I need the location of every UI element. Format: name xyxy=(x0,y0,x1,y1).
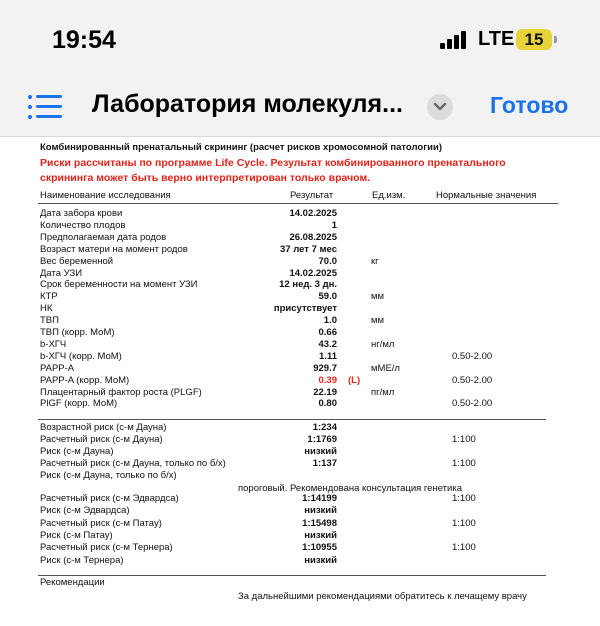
row-result: 0.80 xyxy=(318,398,337,410)
row-name: PlGF (корр. МоМ) xyxy=(40,398,118,410)
row-result: 43.2 xyxy=(318,338,337,350)
risk-result: низкий xyxy=(304,446,337,457)
row-result: 1.0 xyxy=(323,315,337,327)
row-norm: 0.50-2.00 xyxy=(452,398,493,410)
row-name: ТВП (корр. МоМ) xyxy=(40,327,115,338)
risk-divider xyxy=(38,419,546,420)
battery-tip xyxy=(554,36,557,43)
threshold-note: пороговый. Рекомендована консультация генетика xyxy=(238,483,462,494)
row-name: Дата забора крови xyxy=(40,208,123,219)
row-result: 14.02.2025 xyxy=(289,267,337,279)
header-divider xyxy=(38,203,558,204)
row-name: Количество плодов xyxy=(40,219,126,231)
risk-name: Расчетный риск (с-м Патау) xyxy=(40,517,162,529)
risk-norm: 1:100 xyxy=(452,434,476,445)
recommend-text: За дальнейшими рекомендациями обратитесь к лечащему врачу xyxy=(238,591,527,602)
header-result: Результат xyxy=(290,190,334,201)
row-result: 26.08.2025 xyxy=(289,231,337,243)
warning-line-2: скрининга может быть верно интерпретирован только врачом. xyxy=(40,172,371,184)
battery-icon: 15 xyxy=(516,29,552,50)
risk-name: Возрастной риск (с-м Дауна) xyxy=(40,422,167,433)
risk-norm: 1:100 xyxy=(452,458,476,469)
row-result: 12 нед. 3 дн. xyxy=(279,279,337,291)
row-name: PAPP-A xyxy=(40,362,75,374)
row-result: 0.39 xyxy=(318,374,337,386)
row-norm: 0.50-2.00 xyxy=(452,374,493,386)
clock: 19:54 xyxy=(52,26,116,54)
row-name: Возраст матери на момент родов xyxy=(40,243,188,255)
warning-line-1: Риски рассчитаны по программе Life Cycle. Результат комбинированного пренатального xyxy=(40,157,506,169)
risk-name: Расчетный риск (с-м Дауна, только по б/х) xyxy=(40,458,226,469)
risk-result: 1:14199 xyxy=(302,493,337,504)
row-name: Предполагаемая дата родов xyxy=(40,231,167,243)
risk-result: низкий xyxy=(304,505,337,517)
cellular-signal-icon xyxy=(440,31,468,49)
risk-result: 1:15498 xyxy=(302,517,337,529)
risk-norm: 1:100 xyxy=(452,493,476,504)
row-result: присутствует xyxy=(273,303,337,315)
risk-result: 1:137 xyxy=(312,458,337,469)
risk-result: 1:1769 xyxy=(307,434,337,445)
document-title: Лаборатория молекуля... xyxy=(92,90,403,118)
row-unit: мм xyxy=(371,315,385,327)
risk-result: низкий xyxy=(304,529,337,541)
row-result: 59.0 xyxy=(318,291,337,303)
header-name: Наименование исследования xyxy=(40,190,171,201)
row-result: 1 xyxy=(331,219,337,231)
row-name: Срок беременности на момент УЗИ xyxy=(40,279,198,291)
row-unit: мм xyxy=(371,291,385,303)
row-flag: (L) xyxy=(348,374,361,386)
risk-name: Риск (с-м Эдвардса) xyxy=(40,505,130,517)
doc-title: Комбинированный пренатальный скрининг (расчет рисков хромосомной патологии) xyxy=(40,142,442,153)
row-name: Вес беременной xyxy=(40,255,114,267)
risk-name: Расчетный риск (с-м Дауна) xyxy=(40,434,163,445)
row-name: Дата УЗИ xyxy=(40,267,83,279)
row-unit: пг/мл xyxy=(371,386,395,398)
risk-name: Риск (с-м Патау) xyxy=(40,529,113,541)
risk-name: Риск (с-м Тернера) xyxy=(40,554,124,566)
risk-norm: 1:100 xyxy=(452,542,476,554)
risk-name: Риск (с-м Дауна) xyxy=(40,446,114,457)
row-name: b-ХГЧ xyxy=(40,338,67,350)
row-unit: кг xyxy=(371,255,379,267)
row-name: ТВП xyxy=(40,315,59,327)
row-name: b-ХГЧ (корр. МоМ) xyxy=(40,350,122,362)
chevron-down-icon[interactable] xyxy=(427,94,453,120)
recommend-divider xyxy=(38,575,546,576)
header-unit: Ед.изм. xyxy=(372,190,406,201)
status-bar xyxy=(0,0,600,80)
row-result: 14.02.2025 xyxy=(289,208,337,219)
network-type: LTE xyxy=(478,28,515,50)
risk-name: Риск (с-м Дауна, только по б/х) xyxy=(40,470,177,481)
risk-result: 1:10955 xyxy=(302,542,337,554)
row-result: 37 лет 7 мес xyxy=(280,243,337,255)
row-result: 70.0 xyxy=(318,255,337,267)
row-result: 929.7 xyxy=(313,362,337,374)
row-name: PAPP-A (корр. МоМ) xyxy=(40,374,130,386)
risk-name: Расчетный риск (с-м Эдвардса) xyxy=(40,493,179,504)
row-norm: 0.50-2.00 xyxy=(452,350,493,362)
risk-name: Расчетный риск (с-м Тернера) xyxy=(40,542,173,554)
row-name: Плацентарный фактор роста (PLGF) xyxy=(40,386,202,398)
row-unit: нг/мл xyxy=(371,338,395,350)
risk-norm: 1:100 xyxy=(452,517,476,529)
list-menu-icon[interactable] xyxy=(28,93,62,121)
row-unit: мМЕ/л xyxy=(371,362,400,374)
document-page xyxy=(34,137,562,626)
row-name: НК xyxy=(40,303,53,315)
risk-result: низкий xyxy=(304,554,337,566)
header-norm: Нормальные значения xyxy=(436,190,537,201)
recommend-label: Рекомендации xyxy=(40,577,105,588)
row-name: КТР xyxy=(40,291,58,303)
navigation-bar xyxy=(0,80,600,137)
row-result: 0.66 xyxy=(318,327,337,338)
done-button[interactable]: Готово xyxy=(490,92,569,118)
row-result: 22.19 xyxy=(313,386,337,398)
row-result: 1.11 xyxy=(319,350,337,362)
risk-result: 1:234 xyxy=(312,422,337,433)
